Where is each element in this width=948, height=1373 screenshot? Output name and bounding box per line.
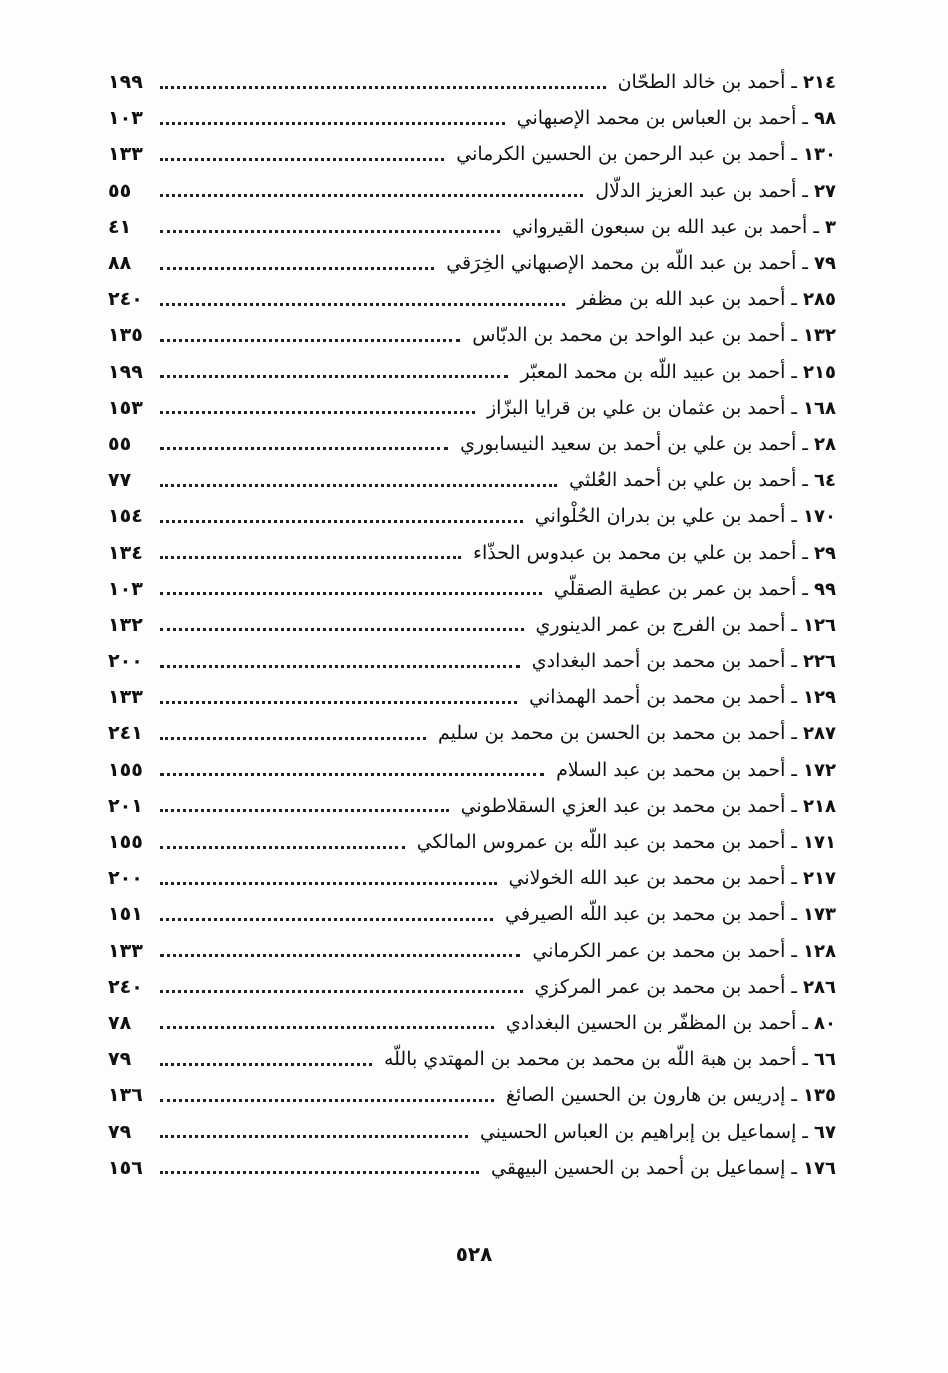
entry-name: أحمد بن عمر بن عطية الصقلّي <box>553 577 797 600</box>
dot-leader <box>160 1171 479 1174</box>
dot-leader <box>160 1135 468 1138</box>
entry-text <box>505 903 836 925</box>
index-entry <box>108 1005 836 1041</box>
entry-text <box>473 542 836 564</box>
entry-page-number: ١٥١ <box>108 903 143 926</box>
entry-separator: ـ <box>796 577 815 600</box>
dot-leader <box>160 267 434 270</box>
entry-text <box>491 1157 836 1179</box>
entry-page-number: ١٩٩ <box>108 71 143 94</box>
entry-text <box>569 469 836 491</box>
entry-separator: ـ <box>796 1011 815 1034</box>
entry-text <box>536 614 836 636</box>
entry-separator: ـ <box>785 867 804 890</box>
entry-number: ٢٨٧ <box>803 723 836 745</box>
index-entry <box>108 752 836 788</box>
index-entry <box>108 390 836 426</box>
entry-name: إدريس بن هارون بن الحسين الصائغ <box>505 1084 786 1107</box>
entry-separator: ـ <box>785 650 804 673</box>
entry-text <box>506 1012 836 1034</box>
entry-name: أحمد بن محمد بن أحمد الهمذاني <box>529 686 786 709</box>
entry-number: ٧٩ <box>814 253 836 275</box>
index-entry <box>108 462 836 498</box>
dot-leader <box>160 665 520 668</box>
entry-number: ٢٨٦ <box>803 976 836 998</box>
entry-text <box>520 361 836 383</box>
dot-leader <box>160 1026 494 1029</box>
index-entry <box>108 788 836 824</box>
dot-leader <box>160 339 460 342</box>
entry-page-number: ٢٠١ <box>108 794 143 817</box>
dot-leader <box>160 303 565 306</box>
entry-separator: ـ <box>785 903 804 926</box>
entry-name: أحمد بن خالد الطحّان <box>617 71 786 94</box>
entry-separator: ـ <box>796 252 815 275</box>
entry-number: ١٧٦ <box>803 1157 836 1179</box>
entry-text <box>535 976 836 998</box>
entry-name: أحمد بن عثمان بن علي بن قرايا البزّاز <box>486 396 786 419</box>
entry-name: أحمد بن محمد بن عبد اللّه الصيرفي <box>504 903 786 926</box>
entry-page-number: ٢٤١ <box>108 722 143 745</box>
entry-text <box>532 940 836 962</box>
entry-separator: ـ <box>785 686 804 709</box>
entry-separator: ـ <box>796 432 815 455</box>
entry-page-number: ٧٩ <box>108 1120 132 1143</box>
entry-name: أحمد بن عبد الرحمن بن الحسين الكرماني <box>456 143 786 166</box>
entry-name: إسماعيل بن إبراهيم بن العباس الحسيني <box>479 1120 797 1143</box>
entry-name: أحمد بن علي بن أحمد العُلثي <box>569 469 797 492</box>
entry-page-number: ٢٤٠ <box>108 975 143 998</box>
entry-number: ٦٤ <box>814 470 836 492</box>
dot-leader <box>160 846 405 849</box>
entry-text <box>460 433 836 455</box>
entry-page-number: ٢٠٠ <box>108 867 143 890</box>
index-entry <box>108 860 836 896</box>
entry-name: أحمد بن عبد الله بن سبعون القيرواني <box>511 215 808 238</box>
index-entry <box>108 824 836 860</box>
entry-number: ٩٨ <box>814 108 836 130</box>
entry-name: أحمد بن محمد بن الحسن بن محمد بن سليم <box>437 722 786 745</box>
entry-number: ١٢٨ <box>803 940 836 962</box>
entry-text <box>487 397 836 419</box>
dot-leader <box>160 86 606 89</box>
entry-separator: ـ <box>785 758 804 781</box>
entry-text <box>417 831 836 853</box>
entry-name: أحمد بن هبة اللّه بن محمد بن محمد بن المهتدي باللّه <box>383 1048 797 1071</box>
entry-number: ٢١٤ <box>803 72 836 94</box>
entry-page-number: ١٥٥ <box>108 831 143 854</box>
entry-number: ٢١٧ <box>803 868 836 890</box>
dot-leader <box>160 990 523 993</box>
dot-leader <box>160 592 542 595</box>
entry-page-number: ١٣٣ <box>108 143 143 166</box>
entry-number: ٦٧ <box>814 1121 836 1143</box>
entry-name: أحمد بن علي بن بدران الحُلْواني <box>534 505 786 528</box>
entry-text <box>480 1121 836 1143</box>
entry-separator: ـ <box>796 541 815 564</box>
dot-leader <box>160 737 426 740</box>
entry-page-number: ١٣٣ <box>108 686 143 709</box>
index-entry <box>108 607 836 643</box>
entry-page-number: ١٣٣ <box>108 939 143 962</box>
entry-text <box>618 71 836 93</box>
entry-page-number: ١٣٤ <box>108 541 143 564</box>
entry-name: أحمد بن محمد بن أحمد البغدادي <box>531 650 786 673</box>
index-entry <box>108 64 836 100</box>
entry-number: ٨٠ <box>814 1012 836 1034</box>
entry-text <box>512 216 836 238</box>
entry-text <box>438 722 836 744</box>
entry-text <box>529 686 836 708</box>
entry-page-number: ١٣٥ <box>108 324 143 347</box>
index-entry <box>108 1113 836 1149</box>
dot-leader <box>160 158 444 161</box>
entry-page-number: ١٥٣ <box>108 396 143 419</box>
index-entry <box>108 1077 836 1113</box>
entry-name: أحمد بن الفرج بن عمر الدينوري <box>535 613 786 636</box>
entry-name: إسماعيل بن أحمد بن الحسين البيهقي <box>491 1156 786 1179</box>
page-number: ٥٢٨ <box>455 1242 493 1266</box>
dot-leader <box>160 628 524 631</box>
entry-text <box>577 288 836 310</box>
entry-page-number: ٢٠٠ <box>108 650 143 673</box>
dot-leader <box>160 954 520 957</box>
entry-text <box>509 867 836 889</box>
entry-name: أحمد بن محمد بن عمر الكرماني <box>532 939 786 962</box>
entry-separator: ـ <box>785 831 804 854</box>
entry-text <box>517 107 836 129</box>
entry-number: ٢١٨ <box>803 795 836 817</box>
index-entry <box>108 281 836 317</box>
index-list <box>108 64 836 1186</box>
dot-leader <box>160 447 448 450</box>
dot-leader <box>160 122 505 125</box>
entry-separator: ـ <box>785 1156 804 1179</box>
entry-page-number: ٧٨ <box>108 1011 132 1034</box>
entry-page-number: ٨٨ <box>108 252 132 275</box>
entry-page-number: ٥٥ <box>108 432 132 455</box>
entry-separator: ـ <box>785 288 804 311</box>
dot-leader <box>160 809 449 812</box>
entry-number: ١٣٢ <box>803 325 836 347</box>
entry-separator: ـ <box>785 143 804 166</box>
entry-name: أحمد بن محمد بن عبد العزي السقلاطوني <box>460 794 786 817</box>
entry-text <box>456 143 836 165</box>
entry-separator: ـ <box>785 1084 804 1107</box>
entry-number: ٢٨٥ <box>803 289 836 311</box>
dot-leader <box>160 556 461 559</box>
index-entry <box>108 534 836 570</box>
entry-separator: ـ <box>796 469 815 492</box>
dot-leader <box>160 1099 494 1102</box>
index-entry <box>108 933 836 969</box>
entry-separator: ـ <box>807 215 825 238</box>
entry-text <box>384 1048 836 1070</box>
index-entry <box>108 643 836 679</box>
dot-leader <box>160 918 493 921</box>
entry-separator: ـ <box>796 1048 815 1071</box>
entry-text <box>556 759 836 781</box>
entry-name: أحمد بن محمد بن عبد الله الخولاني <box>508 867 786 890</box>
index-entry <box>108 317 836 353</box>
entry-number: ٢١٥ <box>803 361 836 383</box>
index-entry <box>108 426 836 462</box>
index-entry <box>108 245 836 281</box>
entry-page-number: ١٥٥ <box>108 758 143 781</box>
entry-separator: ـ <box>796 107 815 130</box>
entry-separator: ـ <box>785 975 804 998</box>
entry-separator: ـ <box>785 613 804 636</box>
entry-name: أحمد بن عبيد اللّه بن محمد المعبّر <box>520 360 786 383</box>
entry-number: ١٢٦ <box>803 614 836 636</box>
entry-separator: ـ <box>785 324 804 347</box>
entry-name: أحمد بن عبد الواحد بن محمد بن الدبّاس <box>472 324 786 347</box>
entry-name: أحمد بن محمد بن عبد السلام <box>556 758 786 781</box>
entry-name: أحمد بن علي بن محمد بن عبدوس الحذّاء <box>473 541 797 564</box>
entry-text <box>446 252 836 274</box>
entry-name: أحمد بن علي بن أحمد بن سعيد النيسابوري <box>460 432 797 455</box>
dot-leader <box>160 520 523 523</box>
entry-page-number: ١٣٢ <box>108 613 143 636</box>
entry-number: ١٢٩ <box>803 687 836 709</box>
entry-page-number: ٤١ <box>108 215 132 238</box>
entry-name: أحمد بن عبد الله بن مظفر <box>577 288 786 311</box>
entry-page-number: ١٠٣ <box>108 577 143 600</box>
entry-name: أحمد بن محمد بن عمر المركزي <box>534 975 786 998</box>
entry-number: ٢٢٦ <box>803 651 836 673</box>
dot-leader <box>160 484 557 487</box>
entry-text <box>532 650 836 672</box>
entry-name: أحمد بن عبد اللّه بن محمد الإصبهاني الخِرَقي <box>446 252 797 275</box>
entry-number: ٦٦ <box>814 1049 836 1071</box>
entry-separator: ـ <box>785 505 804 528</box>
entry-page-number: ١٩٩ <box>108 360 143 383</box>
entry-number: ١٧٠ <box>803 506 836 528</box>
entry-page-number: ٧٩ <box>108 1048 132 1071</box>
index-entry <box>108 715 836 751</box>
index-entry <box>108 173 836 209</box>
entry-name: أحمد بن العباس بن محمد الإصبهاني <box>516 107 797 130</box>
index-entry <box>108 571 836 607</box>
entry-separator: ـ <box>785 396 804 419</box>
dot-leader <box>160 701 517 704</box>
index-entry <box>108 1150 836 1186</box>
entry-page-number: ١٣٦ <box>108 1084 143 1107</box>
entry-number: ١٧٢ <box>803 759 836 781</box>
entry-separator: ـ <box>785 939 804 962</box>
entry-separator: ـ <box>785 794 804 817</box>
entry-number: ٢٩ <box>814 542 836 564</box>
entry-text <box>595 180 836 202</box>
index-entry <box>108 896 836 932</box>
entry-number: ١٧٣ <box>803 904 836 926</box>
index-entry <box>108 679 836 715</box>
entry-page-number: ٥٥ <box>108 179 132 202</box>
entry-number: ٣ <box>825 216 836 238</box>
dot-leader <box>160 773 544 776</box>
entry-number: ٢٧ <box>814 180 836 202</box>
dot-leader <box>160 882 497 885</box>
entry-separator: ـ <box>785 71 804 94</box>
entry-page-number: ١٥٦ <box>108 1156 143 1179</box>
entry-number: ١٦٨ <box>803 397 836 419</box>
entry-name: أحمد بن محمد بن عبد اللّه بن عمروس المالكي <box>416 831 786 854</box>
dot-leader <box>160 375 508 378</box>
dot-leader <box>160 194 583 197</box>
entry-text <box>506 1084 836 1106</box>
entry-number: ١٧١ <box>803 832 836 854</box>
entry-number: ٩٩ <box>814 578 836 600</box>
entry-number: ١٣٠ <box>803 144 836 166</box>
dot-leader <box>160 1063 372 1066</box>
entry-separator: ـ <box>796 1120 815 1143</box>
entry-number: ٢٨ <box>814 433 836 455</box>
entry-text <box>461 795 836 817</box>
entry-page-number: ٧٧ <box>108 469 132 492</box>
entry-page-number: ١٥٤ <box>108 505 143 528</box>
entry-text <box>472 324 836 346</box>
index-entry <box>108 100 836 136</box>
index-entry <box>108 136 836 172</box>
entry-text <box>535 505 836 527</box>
index-entry <box>108 209 836 245</box>
entry-name: أحمد بن عبد العزيز الدلّال <box>595 179 797 202</box>
index-entry <box>108 354 836 390</box>
entry-page-number: ١٠٣ <box>108 107 143 130</box>
entry-name: أحمد بن المظفّر بن الحسين البغدادي <box>505 1011 797 1034</box>
index-entry <box>108 498 836 534</box>
entry-separator: ـ <box>785 360 804 383</box>
dot-leader <box>160 411 475 414</box>
index-entry <box>108 969 836 1005</box>
index-entry <box>108 1041 836 1077</box>
entry-number: ١٣٥ <box>803 1085 836 1107</box>
entry-separator: ـ <box>796 179 815 202</box>
entry-separator: ـ <box>785 722 804 745</box>
entry-text <box>554 578 836 600</box>
entry-page-number: ٢٤٠ <box>108 288 143 311</box>
dot-leader <box>160 230 500 233</box>
